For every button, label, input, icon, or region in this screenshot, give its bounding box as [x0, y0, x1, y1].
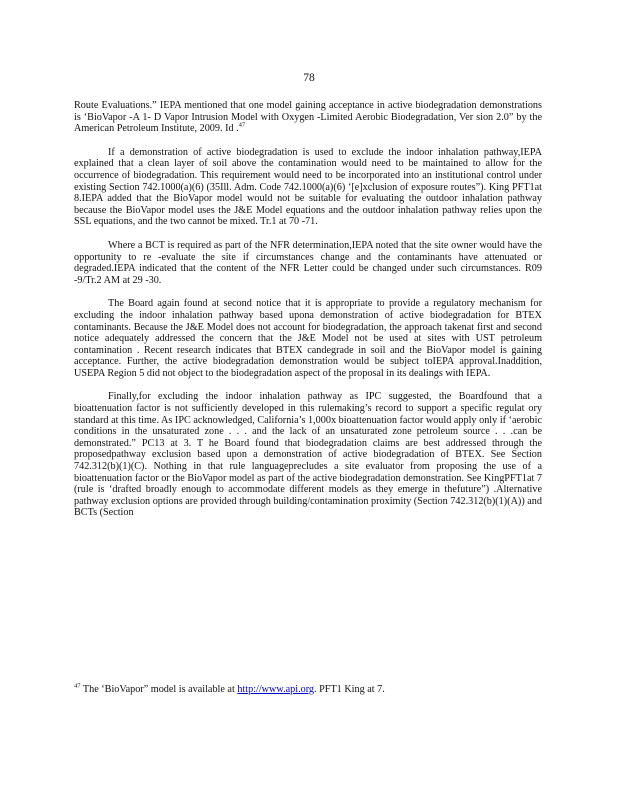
page-number: 78: [303, 72, 315, 84]
paragraph-2: If a demonstration of active biodegradation is used to exclude the indoor inhalation pathway,IEPA explained that a clean layer of soil above the contamination would need to be maintained to allow for the occurrence of biodegradation. This requirement would need to be incorporated into an institutional control under existing Section 742.1000(a)(6) (35Ill. Adm. Code 742.1000(a)(6) ‘[e]xclusion of exposure routes”). King PFT1at 8.IEPA added that the BioVapor model would not be suitable for evaluating the outdoor inhalation pathway because the BioVapor model uses the J&E Model equations and the outdoor inhalation pathway relies upon the SSL equations, and the two cannot be mixed. Tr.1 at 70 -71.: [74, 146, 542, 228]
body-text: [74, 100, 542, 531]
footnote-number: 47: [74, 682, 81, 690]
paragraph-3: Where a BCT is required as part of the NFR determination,IEPA noted that the site owner would have the opportunity to re -evaluate the site if circumstances change and the contaminants have attenuated or degraded.IEPA indicated that the content of the NFR Letter could be changed under such circumstances. R09 -9/Tr.2 AM at 29 -30.: [74, 239, 542, 286]
paragraph-4: The Board again found at second notice that it is appropriate to provide a regulatory mechanism for excluding the indoor inhalation pathway based upona demonstration of active biodegradation for BTEX contaminants. Because the J&E Model does not account for biodegradation, the approach takenat first and second notice adequately addressed the concern that the J&E Model not be used at sites with UST petroleum contamination . Recent research indicates that BTEX candegrade in soil and the BioVapor model is gaining acceptance. Further, the active biodegradation demonstration would be subject toIEPA approval.Inaddition, USEPA Region 5 did not object to the biodegradation aspect of the proposal in its dealings with IEPA.: [74, 298, 542, 379]
footnote-47: [74, 684, 542, 696]
paragraph-1: [74, 100, 542, 135]
footnote-text-after: . PFT1 King at 7.: [314, 684, 385, 695]
paragraph-5: Finally,for excluding the indoor inhalation pathway as IPC suggested, the Boardfound that a bioattenuation factor is not sufficiently developed in this rulemaking’s record to support a specific regulat ory standard at this time. As IPC acknowledged, California’s 1,000x bioattenuation factor would apply only if ‘aerobic conditions in the unsaturated zone . . . and the lack of an unsaturated zone petroleum source . . .can be demonstrated.” PC13 at 3. T he Board found that biodegradation claims are best addressed through the proposedpathway exclusion based upon a demonstration of active biodegradation of BTEX. See Section 742.312(b)(1)(C). Nothing in that rule languageprecludes a site evaluator from proposing the use of a bioattenuation factor or the BioVapor model as part of the active biodegradation demonstration. See KingPFT1at 7 (rule is ‘drafted broadly enough to accommodate different models as they emerge in thefuture”) .Alternative pathway exclusion options are provided through building/contamination proximity (Section 742.312(b)(1)(A)) and BCTs (Section: [74, 391, 542, 519]
footnote-ref-47[interactable]: 47: [238, 121, 246, 129]
footnote-text-before: The ‘BioVapor” model is available at: [82, 684, 235, 695]
paragraph-1-text: Route Evaluations.” IEPA mentioned that one model gaining acceptance in active biodegradation demonstrations is ‘BioVapor -A 1- D Vapor Intrusion Model with Oxygen -Limited Aerobic Biodegradation, Ver sion 2.0” by the American Petroleum Institute, 2009. Id .: [74, 100, 542, 135]
footnote-link[interactable]: http://www.api.org: [237, 684, 315, 695]
